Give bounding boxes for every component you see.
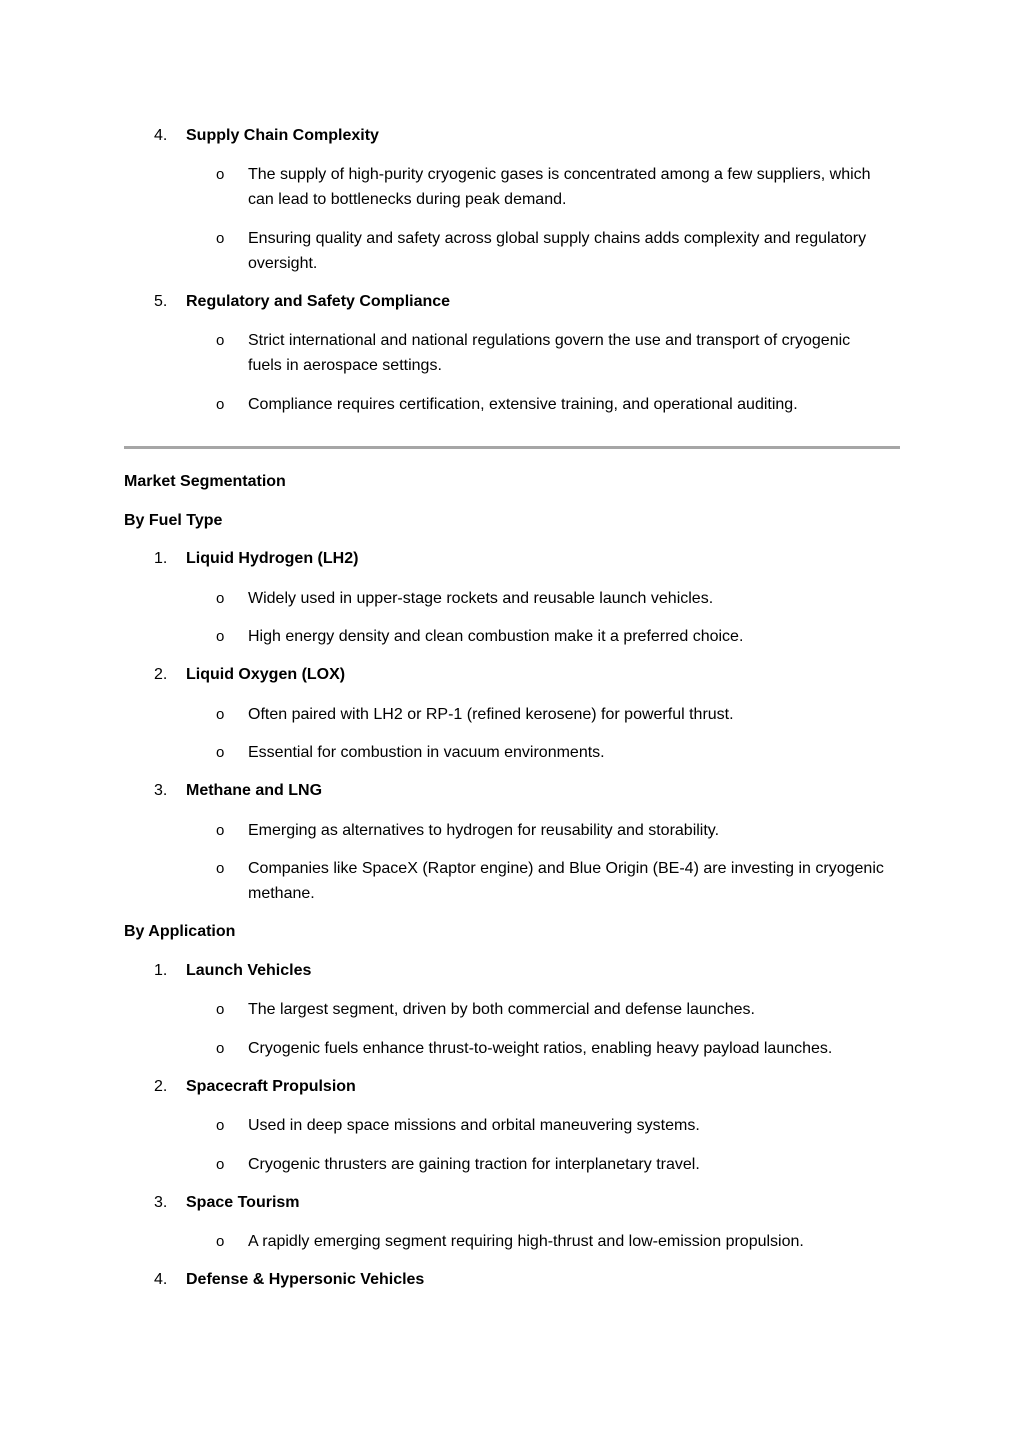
list-number: 3. xyxy=(154,1194,168,1211)
list-item-title: Launch Vehicles xyxy=(186,962,312,979)
bullet-text: Cryogenic fuels enhance thrust-to-weight ratios, enabling heavy payload launches. xyxy=(248,1040,833,1057)
bullet-text: Widely used in upper-stage rockets and reusable launch vehicles. xyxy=(248,590,714,607)
bullet-text: Essential for combustion in vacuum environments. xyxy=(248,744,605,761)
bullet-text: The supply of high-purity cryogenic gases is concentrated among a few suppliers, which can lead to bottlenecks during peak demand. xyxy=(248,166,871,208)
list-item-title: Supply Chain Complexity xyxy=(186,127,379,144)
bullet-text: Often paired with LH2 or RP-1 (refined kerosene) for powerful thrust. xyxy=(248,706,734,723)
bullet-text: High energy density and clean combustion make it a preferred choice. xyxy=(248,628,744,645)
bullet-marker: o xyxy=(216,1156,225,1173)
subsection-heading: By Fuel Type xyxy=(124,512,223,529)
list-item-title: Spacecraft Propulsion xyxy=(186,1078,356,1095)
bullet-text: Compliance requires certification, extensive training, and operational auditing. xyxy=(248,396,798,413)
bullet-text: Strict international and national regulations govern the use and transport of cryogenic fuels in aerospace settings. xyxy=(248,332,851,374)
list-item-title: Space Tourism xyxy=(186,1194,300,1211)
list-item-title: Liquid Oxygen (LOX) xyxy=(186,666,346,683)
list-item-title: Defense & Hypersonic Vehicles xyxy=(186,1271,425,1288)
bullet-marker: o xyxy=(216,1117,225,1134)
list-item-title: Liquid Hydrogen (LH2) xyxy=(186,550,359,567)
bullet-text: Used in deep space missions and orbital maneuvering systems. xyxy=(248,1117,700,1134)
bullet-marker: o xyxy=(216,1001,225,1018)
bullet-marker: o xyxy=(216,1233,225,1250)
bullet-text: The largest segment, driven by both commercial and defense launches. xyxy=(248,1001,755,1018)
list-number: 3. xyxy=(154,782,168,799)
bullet-text: Emerging as alternatives to hydrogen for reusability and storability. xyxy=(248,822,720,839)
list-number: 4. xyxy=(154,1271,168,1288)
subsection-heading: By Application xyxy=(124,923,236,940)
bullet-marker: o xyxy=(216,628,225,645)
bullet-text: Companies like SpaceX (Raptor engine) and Blue Origin (BE-4) are investing in cryogenic methane. xyxy=(248,860,884,902)
bullet-marker: o xyxy=(216,166,225,183)
bullet-text: Ensuring quality and safety across global supply chains adds complexity and regulatory oversight. xyxy=(248,230,867,272)
horizontal-divider xyxy=(124,446,900,449)
bullet-marker: o xyxy=(216,822,225,839)
bullet-marker: o xyxy=(216,332,225,349)
bullet-text: A rapidly emerging segment requiring high-thrust and low-emission propulsion. xyxy=(248,1233,804,1250)
bullet-marker: o xyxy=(216,860,225,877)
list-number: 1. xyxy=(154,962,168,979)
list-number: 2. xyxy=(154,666,168,683)
bullet-marker: o xyxy=(216,744,225,761)
bullet-text: Cryogenic thrusters are gaining traction for interplanetary travel. xyxy=(248,1156,700,1173)
section-heading: Market Segmentation xyxy=(124,473,286,490)
list-number: 1. xyxy=(154,550,168,567)
list-item-title: Regulatory and Safety Compliance xyxy=(186,293,451,310)
bullet-marker: o xyxy=(216,1040,225,1057)
bullet-marker: o xyxy=(216,230,225,247)
list-number: 4. xyxy=(154,127,168,144)
list-number: 5. xyxy=(154,293,168,310)
bullet-marker: o xyxy=(216,590,225,607)
bullet-marker: o xyxy=(216,396,225,413)
list-item-title: Methane and LNG xyxy=(186,782,323,799)
list-number: 2. xyxy=(154,1078,168,1095)
bullet-marker: o xyxy=(216,706,225,723)
